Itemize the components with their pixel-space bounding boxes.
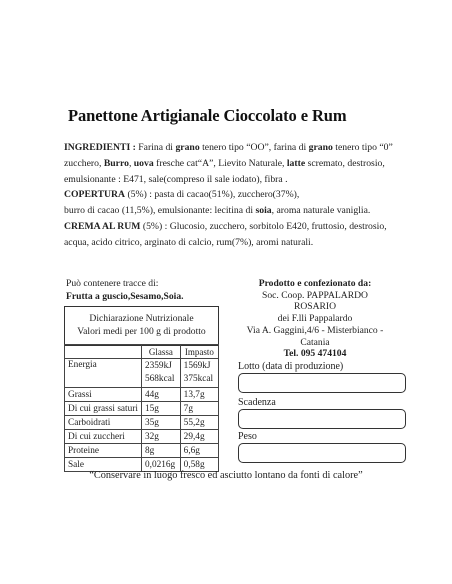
table-cell: [65, 345, 142, 359]
ingredient-text: fresche cat“A”, Lievito Naturale,: [153, 157, 287, 169]
impasto-value: 29,4g: [180, 430, 218, 444]
ingredient-text: soia: [255, 205, 272, 217]
ingredient-text: burro di cacao (11,5%), emulsionante: lecitina di: [64, 205, 256, 217]
ingredient-text: CREMA AL RUM: [64, 220, 141, 232]
impasto-value: 0,58g: [180, 458, 218, 472]
ingredient-text: (5%) : pasta di cacao(51%), zucchero(37%),: [125, 189, 300, 201]
glassa-value: 32g: [141, 430, 180, 444]
producer-sub: dei F.lli Pappalardo: [277, 313, 353, 325]
lotto-field[interactable]: [238, 373, 406, 393]
impasto-value: 55,2g: [180, 416, 218, 430]
energy-impasto-kcal: 375kcal: [183, 374, 214, 384]
ingredient-text: Burro: [103, 157, 129, 169]
product-title: Panettone Artigianale Cioccolato e Rum: [68, 106, 347, 125]
ingredient-text: COPERTURA: [64, 189, 126, 201]
ingredient-text: tenero tipo “OO”, farina di: [199, 142, 309, 153]
impasto-value: 6,6g: [180, 444, 218, 458]
energy-impasto: [180, 359, 218, 388]
ingredients-block: [64, 140, 404, 251]
coating-line: [64, 203, 404, 219]
glassa-value: 44g: [141, 388, 180, 402]
scadenza-field[interactable]: [238, 409, 406, 429]
scadenza-label: Scadenza: [238, 397, 276, 408]
peso-label: Peso: [238, 431, 257, 442]
ingredient-text: scremato, destrosio,: [305, 157, 385, 169]
glassa-value: 8g: [141, 444, 180, 458]
table-row: [65, 444, 219, 458]
nutrient-label: Di cui grassi saturi: [65, 402, 142, 416]
ingredients-line: [64, 156, 404, 172]
ingredients-line: [64, 172, 404, 188]
ingredient-text: ,: [128, 157, 134, 169]
nutrition-subheading: Valori medi per 100 g di prodotto: [77, 325, 206, 337]
energy-glassa: [141, 359, 180, 388]
peso-field[interactable]: [238, 443, 406, 463]
glassa-value: 35g: [141, 416, 180, 430]
ingredient-text: grano: [308, 142, 333, 153]
allergen-list: Frutta a guscio,Sesamo,Soia.: [66, 290, 184, 302]
table-header-row: [65, 345, 219, 359]
nutrition-heading: Dichiarazione Nutrizionale: [89, 313, 194, 324]
table-row: [65, 359, 219, 388]
producer-company: Soc. Coop. PAPPALARDO ROSARIO: [262, 289, 368, 313]
column-header-glassa: Glassa: [141, 345, 180, 359]
producer-heading: Prodotto e confezionato da:: [258, 278, 372, 289]
nutrition-table: [64, 344, 219, 472]
table-row: [65, 416, 219, 430]
ingredient-text: grano: [175, 142, 200, 153]
rum-cream-line: [64, 235, 404, 251]
rum-cream-line: [64, 219, 404, 235]
glassa-value: 15g: [141, 402, 180, 416]
table-row: [65, 402, 219, 416]
nutrient-label: Grassi: [65, 388, 142, 402]
impasto-value: 7g: [180, 402, 218, 416]
ingredient-text: tenero tipo “0”: [332, 142, 393, 153]
nutrient-label: Sale: [65, 458, 142, 472]
energy-glassa-kcal: 568kcal: [144, 374, 175, 384]
coating-line: [64, 187, 404, 203]
producer-info: [240, 278, 390, 360]
table-row: [65, 430, 219, 444]
ingredient-text: , aroma naturale vaniglia.: [271, 205, 371, 217]
lotto-label: Lotto (data di produzione): [238, 361, 344, 372]
ingredients-line: [64, 140, 404, 156]
column-header-impasto: Impasto: [180, 345, 218, 359]
allergen-traces: [66, 278, 184, 303]
ingredient-text: Farina di: [135, 142, 176, 153]
producer-address: Via A. Gaggini,4/6 - Misterbianco - Catania: [246, 324, 384, 348]
nutrient-label: Di cui zuccheri: [65, 430, 142, 444]
nutrient-label: Proteine: [65, 444, 142, 458]
ingredient-text: zucchero,: [64, 157, 104, 169]
ingredient-text: INGREDIENTI :: [64, 142, 136, 153]
allergen-intro: Può contenere tracce di:: [66, 278, 159, 289]
ingredient-text: (5%) : Glucosio, zucchero, sorbitolo E420, fruttosio, destrosio,: [140, 220, 387, 232]
producer-phone: Tel. 095 474104: [283, 348, 347, 360]
ingredient-text: emulsionante : E471, sale(compreso il sale iodato), fibra .: [64, 173, 288, 185]
nutrition-heading-box: [64, 306, 219, 346]
glassa-value: 0,0216g: [141, 458, 180, 472]
nutrient-label: Carboidrati: [65, 416, 142, 430]
energy-impasto-kj: 1569kJ: [183, 361, 211, 371]
ingredient-text: latte: [286, 157, 306, 169]
energy-label: Energia: [65, 359, 142, 388]
energy-glassa-kj: 2359kJ: [144, 361, 172, 371]
impasto-value: 13,7g: [180, 388, 218, 402]
table-row: [65, 388, 219, 402]
ingredient-text: uova: [133, 157, 154, 169]
ingredient-text: acqua, acido citrico, arginato di calcio, rum(7%), aromi naturali.: [64, 236, 314, 248]
storage-note: “Conservare in luogo fresco ed asciutto lontano da fonti di calore”: [89, 470, 363, 481]
